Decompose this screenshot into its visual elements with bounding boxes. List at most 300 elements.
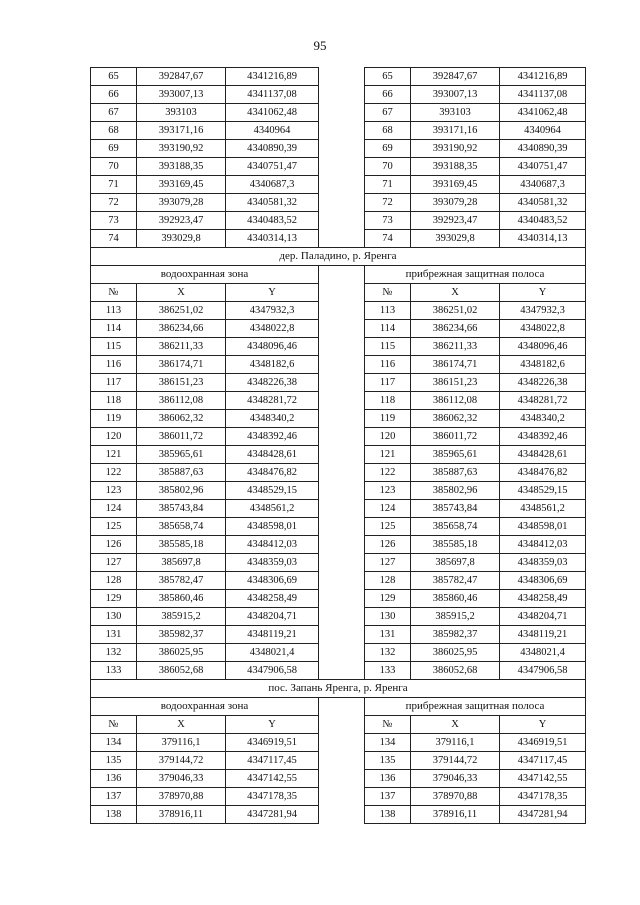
coord-y: 4348340,2 bbox=[500, 410, 586, 428]
coord-y: 4340964 bbox=[500, 122, 586, 140]
point-number: 127 bbox=[365, 554, 411, 572]
table-row bbox=[91, 374, 586, 392]
table-gap bbox=[319, 194, 365, 212]
section-title-row bbox=[91, 248, 586, 266]
column-header: Y bbox=[226, 716, 319, 734]
table-gap bbox=[319, 518, 365, 536]
table-gap bbox=[319, 140, 365, 158]
coord-x: 393103 bbox=[137, 104, 226, 122]
coord-y: 4346919,51 bbox=[500, 734, 586, 752]
coord-y: 4348119,21 bbox=[226, 626, 319, 644]
coord-y: 4341137,08 bbox=[226, 86, 319, 104]
point-number: 124 bbox=[91, 500, 137, 518]
coord-x: 386151,23 bbox=[411, 374, 500, 392]
point-number: 126 bbox=[91, 536, 137, 554]
coord-x: 385743,84 bbox=[137, 500, 226, 518]
coord-y: 4348021,4 bbox=[226, 644, 319, 662]
table-row bbox=[91, 482, 586, 500]
coord-x: 385743,84 bbox=[411, 500, 500, 518]
column-header: Y bbox=[500, 284, 586, 302]
table-gap bbox=[319, 356, 365, 374]
point-number: 115 bbox=[91, 338, 137, 356]
coord-y: 4348226,38 bbox=[226, 374, 319, 392]
table-row bbox=[91, 626, 586, 644]
coord-x: 378916,11 bbox=[137, 806, 226, 824]
point-number: 119 bbox=[365, 410, 411, 428]
table-row bbox=[91, 662, 586, 680]
coord-x: 378970,88 bbox=[137, 788, 226, 806]
table-row bbox=[91, 572, 586, 590]
point-number: 120 bbox=[365, 428, 411, 446]
point-number: 136 bbox=[91, 770, 137, 788]
point-number: 73 bbox=[365, 212, 411, 230]
table-gap bbox=[319, 626, 365, 644]
coord-y: 4347281,94 bbox=[226, 806, 319, 824]
point-number: 71 bbox=[91, 176, 137, 194]
table-gap bbox=[319, 734, 365, 752]
column-header: X bbox=[411, 716, 500, 734]
coord-y: 4341062,48 bbox=[226, 104, 319, 122]
coord-x: 386011,72 bbox=[137, 428, 226, 446]
coord-x: 386112,08 bbox=[137, 392, 226, 410]
table-row bbox=[91, 500, 586, 518]
point-number: 123 bbox=[91, 482, 137, 500]
coord-y: 4340581,32 bbox=[500, 194, 586, 212]
coord-y: 4348598,01 bbox=[500, 518, 586, 536]
coord-y: 4348529,15 bbox=[226, 482, 319, 500]
coord-x: 379046,33 bbox=[137, 770, 226, 788]
table-gap bbox=[319, 176, 365, 194]
coord-x: 386052,68 bbox=[411, 662, 500, 680]
coord-y: 4348204,71 bbox=[226, 608, 319, 626]
point-number: 114 bbox=[91, 320, 137, 338]
coord-y: 4347117,45 bbox=[226, 752, 319, 770]
point-number: 72 bbox=[91, 194, 137, 212]
coord-x: 379046,33 bbox=[411, 770, 500, 788]
coord-x: 393190,92 bbox=[411, 140, 500, 158]
coord-y: 4347281,94 bbox=[500, 806, 586, 824]
point-number: 122 bbox=[91, 464, 137, 482]
coord-x: 386211,33 bbox=[137, 338, 226, 356]
section-title: дер. Паладино, р. Яренга bbox=[91, 248, 586, 266]
table-row bbox=[91, 86, 586, 104]
coord-y: 4348119,21 bbox=[500, 626, 586, 644]
point-number: 131 bbox=[91, 626, 137, 644]
point-number: 72 bbox=[365, 194, 411, 212]
coord-y: 4340687,3 bbox=[500, 176, 586, 194]
coord-y: 4348412,03 bbox=[500, 536, 586, 554]
table-row bbox=[91, 212, 586, 230]
point-number: 138 bbox=[365, 806, 411, 824]
point-number: 115 bbox=[365, 338, 411, 356]
page-number: 95 bbox=[313, 38, 327, 53]
table-gap bbox=[319, 536, 365, 554]
coord-x: 385860,46 bbox=[137, 590, 226, 608]
table-gap bbox=[319, 212, 365, 230]
point-number: 73 bbox=[91, 212, 137, 230]
table-row bbox=[91, 734, 586, 752]
coord-x: 386062,32 bbox=[411, 410, 500, 428]
coord-y: 4348598,01 bbox=[226, 518, 319, 536]
coord-y: 4347178,35 bbox=[226, 788, 319, 806]
coord-y: 4340890,39 bbox=[226, 140, 319, 158]
coord-x: 393007,13 bbox=[411, 86, 500, 104]
coord-x: 385982,37 bbox=[137, 626, 226, 644]
coord-y: 4347117,45 bbox=[500, 752, 586, 770]
coord-y: 4340964 bbox=[226, 122, 319, 140]
table-row bbox=[91, 410, 586, 428]
table-gap bbox=[319, 266, 365, 284]
point-number: 113 bbox=[365, 302, 411, 320]
coord-x: 385982,37 bbox=[411, 626, 500, 644]
point-number: 70 bbox=[365, 158, 411, 176]
table-row bbox=[91, 770, 586, 788]
coord-x: 386174,71 bbox=[411, 356, 500, 374]
point-number: 136 bbox=[365, 770, 411, 788]
coord-y: 4347932,3 bbox=[226, 302, 319, 320]
coord-x: 393188,35 bbox=[411, 158, 500, 176]
point-number: 128 bbox=[91, 572, 137, 590]
coord-x: 393029,8 bbox=[411, 230, 500, 248]
coord-y: 4348306,69 bbox=[226, 572, 319, 590]
coord-y: 4347178,35 bbox=[500, 788, 586, 806]
point-number: 132 bbox=[91, 644, 137, 662]
point-number: 65 bbox=[365, 68, 411, 86]
coord-y: 4348021,4 bbox=[500, 644, 586, 662]
point-number: 125 bbox=[365, 518, 411, 536]
coord-y: 4348226,38 bbox=[500, 374, 586, 392]
coord-x: 393029,8 bbox=[137, 230, 226, 248]
coord-y: 4348281,72 bbox=[226, 392, 319, 410]
table-gap bbox=[319, 284, 365, 302]
coord-y: 4348340,2 bbox=[226, 410, 319, 428]
table-row bbox=[91, 752, 586, 770]
coord-y: 4340687,3 bbox=[226, 176, 319, 194]
coord-x: 393169,45 bbox=[411, 176, 500, 194]
table-row bbox=[91, 122, 586, 140]
coord-x: 393079,28 bbox=[137, 194, 226, 212]
coord-y: 4348428,61 bbox=[226, 446, 319, 464]
coord-x: 393007,13 bbox=[137, 86, 226, 104]
table-gap bbox=[319, 230, 365, 248]
section-title: пос. Запань Яренга, р. Яренга bbox=[91, 680, 586, 698]
point-number: 66 bbox=[91, 86, 137, 104]
coord-x: 386052,68 bbox=[137, 662, 226, 680]
point-number: 137 bbox=[91, 788, 137, 806]
coord-y: 4348412,03 bbox=[226, 536, 319, 554]
table-gap bbox=[319, 464, 365, 482]
coord-x: 385658,74 bbox=[137, 518, 226, 536]
point-number: 65 bbox=[91, 68, 137, 86]
table-row bbox=[91, 230, 586, 248]
column-header: Y bbox=[226, 284, 319, 302]
table-gap bbox=[319, 644, 365, 662]
table-row bbox=[91, 788, 586, 806]
coord-x: 385658,74 bbox=[411, 518, 500, 536]
table-row bbox=[91, 68, 586, 86]
coord-y: 4340890,39 bbox=[500, 140, 586, 158]
column-header: Y bbox=[500, 716, 586, 734]
coord-y: 4348392,46 bbox=[226, 428, 319, 446]
column-header: X bbox=[137, 716, 226, 734]
table-row bbox=[91, 302, 586, 320]
table-row bbox=[91, 176, 586, 194]
coord-x: 386234,66 bbox=[411, 320, 500, 338]
table-row bbox=[91, 518, 586, 536]
coord-y: 4340314,13 bbox=[500, 230, 586, 248]
coord-x: 385802,96 bbox=[137, 482, 226, 500]
point-number: 118 bbox=[91, 392, 137, 410]
point-number: 129 bbox=[91, 590, 137, 608]
coord-x: 386025,95 bbox=[137, 644, 226, 662]
table-gap bbox=[319, 752, 365, 770]
table-gap bbox=[319, 554, 365, 572]
table-row bbox=[91, 140, 586, 158]
table-gap bbox=[319, 86, 365, 104]
table-gap bbox=[319, 122, 365, 140]
table-row bbox=[91, 356, 586, 374]
point-number: 130 bbox=[91, 608, 137, 626]
coordinates-table bbox=[90, 67, 586, 824]
column-header: № bbox=[91, 716, 137, 734]
table-gap bbox=[319, 446, 365, 464]
table-gap bbox=[319, 68, 365, 86]
table-gap bbox=[319, 104, 365, 122]
table-gap bbox=[319, 698, 365, 716]
water-protection-zone-header: водоохранная зона bbox=[91, 266, 319, 284]
point-number: 69 bbox=[365, 140, 411, 158]
coord-y: 4348476,82 bbox=[500, 464, 586, 482]
coord-x: 386025,95 bbox=[411, 644, 500, 662]
table-gap bbox=[319, 428, 365, 446]
coord-y: 4348096,46 bbox=[500, 338, 586, 356]
table-gap bbox=[319, 662, 365, 680]
coord-y: 4341216,89 bbox=[500, 68, 586, 86]
table-gap bbox=[319, 572, 365, 590]
coord-y: 4346919,51 bbox=[226, 734, 319, 752]
point-number: 119 bbox=[91, 410, 137, 428]
point-number: 126 bbox=[365, 536, 411, 554]
table-gap bbox=[319, 788, 365, 806]
section-title-row bbox=[91, 680, 586, 698]
coord-y: 4348204,71 bbox=[500, 608, 586, 626]
column-header: № bbox=[365, 716, 411, 734]
coord-x: 386174,71 bbox=[137, 356, 226, 374]
point-number: 67 bbox=[365, 104, 411, 122]
coord-x: 386234,66 bbox=[137, 320, 226, 338]
point-number: 117 bbox=[91, 374, 137, 392]
coord-x: 392923,47 bbox=[137, 212, 226, 230]
table-gap bbox=[319, 410, 365, 428]
coord-x: 379144,72 bbox=[137, 752, 226, 770]
point-number: 113 bbox=[91, 302, 137, 320]
column-header-row bbox=[91, 284, 586, 302]
coord-x: 386062,32 bbox=[137, 410, 226, 428]
point-number: 135 bbox=[91, 752, 137, 770]
point-number: 128 bbox=[365, 572, 411, 590]
zone-header-row bbox=[91, 266, 586, 284]
coord-y: 4347932,3 bbox=[500, 302, 586, 320]
table-row bbox=[91, 554, 586, 572]
coord-x: 378970,88 bbox=[411, 788, 500, 806]
point-number: 134 bbox=[365, 734, 411, 752]
zone-header-row bbox=[91, 698, 586, 716]
column-header: № bbox=[91, 284, 137, 302]
point-number: 134 bbox=[91, 734, 137, 752]
coord-x: 385887,63 bbox=[137, 464, 226, 482]
coord-y: 4348281,72 bbox=[500, 392, 586, 410]
table-row bbox=[91, 608, 586, 626]
coord-x: 393171,16 bbox=[411, 122, 500, 140]
coord-x: 392847,67 bbox=[137, 68, 226, 86]
coord-y: 4347906,58 bbox=[500, 662, 586, 680]
coord-y: 4348306,69 bbox=[500, 572, 586, 590]
coord-x: 385965,61 bbox=[411, 446, 500, 464]
coord-y: 4348359,03 bbox=[500, 554, 586, 572]
table-row bbox=[91, 806, 586, 824]
point-number: 125 bbox=[91, 518, 137, 536]
coord-y: 4348182,6 bbox=[226, 356, 319, 374]
coastal-protection-strip-header: прибрежная защитная полоса bbox=[365, 698, 586, 716]
point-number: 74 bbox=[91, 230, 137, 248]
coord-y: 4348022,8 bbox=[500, 320, 586, 338]
coord-x: 385697,8 bbox=[411, 554, 500, 572]
point-number: 123 bbox=[365, 482, 411, 500]
coord-y: 4348561,2 bbox=[500, 500, 586, 518]
point-number: 131 bbox=[365, 626, 411, 644]
table-gap bbox=[319, 608, 365, 626]
point-number: 70 bbox=[91, 158, 137, 176]
coord-x: 385585,18 bbox=[137, 536, 226, 554]
point-number: 68 bbox=[365, 122, 411, 140]
coord-x: 385965,61 bbox=[137, 446, 226, 464]
coord-x: 386251,02 bbox=[137, 302, 226, 320]
coord-y: 4348182,6 bbox=[500, 356, 586, 374]
table-row bbox=[91, 536, 586, 554]
coord-y: 4348359,03 bbox=[226, 554, 319, 572]
coord-y: 4348529,15 bbox=[500, 482, 586, 500]
coord-y: 4340751,47 bbox=[226, 158, 319, 176]
coord-y: 4340483,52 bbox=[500, 212, 586, 230]
table-gap bbox=[319, 320, 365, 338]
table-gap bbox=[319, 158, 365, 176]
table-row bbox=[91, 446, 586, 464]
table-gap bbox=[319, 338, 365, 356]
point-number: 133 bbox=[365, 662, 411, 680]
coord-x: 385782,47 bbox=[411, 572, 500, 590]
table-gap bbox=[319, 374, 365, 392]
table-row bbox=[91, 428, 586, 446]
coord-x: 392847,67 bbox=[411, 68, 500, 86]
coord-x: 385887,63 bbox=[411, 464, 500, 482]
table-row bbox=[91, 338, 586, 356]
table-row bbox=[91, 194, 586, 212]
table-gap bbox=[319, 590, 365, 608]
table-row bbox=[91, 590, 586, 608]
table-gap bbox=[319, 392, 365, 410]
column-header: № bbox=[365, 284, 411, 302]
coord-x: 379116,1 bbox=[137, 734, 226, 752]
point-number: 116 bbox=[365, 356, 411, 374]
column-header: X bbox=[137, 284, 226, 302]
coord-x: 386151,23 bbox=[137, 374, 226, 392]
point-number: 120 bbox=[91, 428, 137, 446]
point-number: 117 bbox=[365, 374, 411, 392]
table-row bbox=[91, 104, 586, 122]
point-number: 133 bbox=[91, 662, 137, 680]
point-number: 127 bbox=[91, 554, 137, 572]
point-number: 135 bbox=[365, 752, 411, 770]
table-gap bbox=[319, 806, 365, 824]
coord-x: 385915,2 bbox=[411, 608, 500, 626]
coord-x: 378916,11 bbox=[411, 806, 500, 824]
table-row bbox=[91, 320, 586, 338]
table-row bbox=[91, 392, 586, 410]
point-number: 118 bbox=[365, 392, 411, 410]
point-number: 71 bbox=[365, 176, 411, 194]
coord-y: 4340751,47 bbox=[500, 158, 586, 176]
table-gap bbox=[319, 500, 365, 518]
coord-x: 393188,35 bbox=[137, 158, 226, 176]
point-number: 132 bbox=[365, 644, 411, 662]
point-number: 130 bbox=[365, 608, 411, 626]
coord-x: 386011,72 bbox=[411, 428, 500, 446]
table-row bbox=[91, 644, 586, 662]
table-gap bbox=[319, 770, 365, 788]
point-number: 69 bbox=[91, 140, 137, 158]
point-number: 114 bbox=[365, 320, 411, 338]
coord-y: 4340581,32 bbox=[226, 194, 319, 212]
point-number: 74 bbox=[365, 230, 411, 248]
point-number: 129 bbox=[365, 590, 411, 608]
coord-x: 385860,46 bbox=[411, 590, 500, 608]
coord-x: 379116,1 bbox=[411, 734, 500, 752]
coord-x: 393190,92 bbox=[137, 140, 226, 158]
coord-y: 4347142,55 bbox=[500, 770, 586, 788]
point-number: 66 bbox=[365, 86, 411, 104]
coord-y: 4341137,08 bbox=[500, 86, 586, 104]
coord-x: 385915,2 bbox=[137, 608, 226, 626]
coord-y: 4340483,52 bbox=[226, 212, 319, 230]
coord-y: 4347142,55 bbox=[226, 770, 319, 788]
coord-y: 4348096,46 bbox=[226, 338, 319, 356]
point-number: 124 bbox=[365, 500, 411, 518]
coord-y: 4341216,89 bbox=[226, 68, 319, 86]
table-row bbox=[91, 158, 586, 176]
coord-y: 4340314,13 bbox=[226, 230, 319, 248]
coord-x: 385802,96 bbox=[411, 482, 500, 500]
table-gap bbox=[319, 482, 365, 500]
coord-x: 379144,72 bbox=[411, 752, 500, 770]
column-header: X bbox=[411, 284, 500, 302]
coord-y: 4347906,58 bbox=[226, 662, 319, 680]
coord-y: 4348022,8 bbox=[226, 320, 319, 338]
coord-x: 386112,08 bbox=[411, 392, 500, 410]
coord-x: 386251,02 bbox=[411, 302, 500, 320]
coord-x: 385585,18 bbox=[411, 536, 500, 554]
water-protection-zone-header: водоохранная зона bbox=[91, 698, 319, 716]
point-number: 68 bbox=[91, 122, 137, 140]
coord-x: 386211,33 bbox=[411, 338, 500, 356]
coord-y: 4348428,61 bbox=[500, 446, 586, 464]
coord-x: 393079,28 bbox=[411, 194, 500, 212]
table-row bbox=[91, 464, 586, 482]
table-gap bbox=[319, 302, 365, 320]
coastal-protection-strip-header: прибрежная защитная полоса bbox=[365, 266, 586, 284]
coord-y: 4348476,82 bbox=[226, 464, 319, 482]
point-number: 121 bbox=[91, 446, 137, 464]
point-number: 121 bbox=[365, 446, 411, 464]
